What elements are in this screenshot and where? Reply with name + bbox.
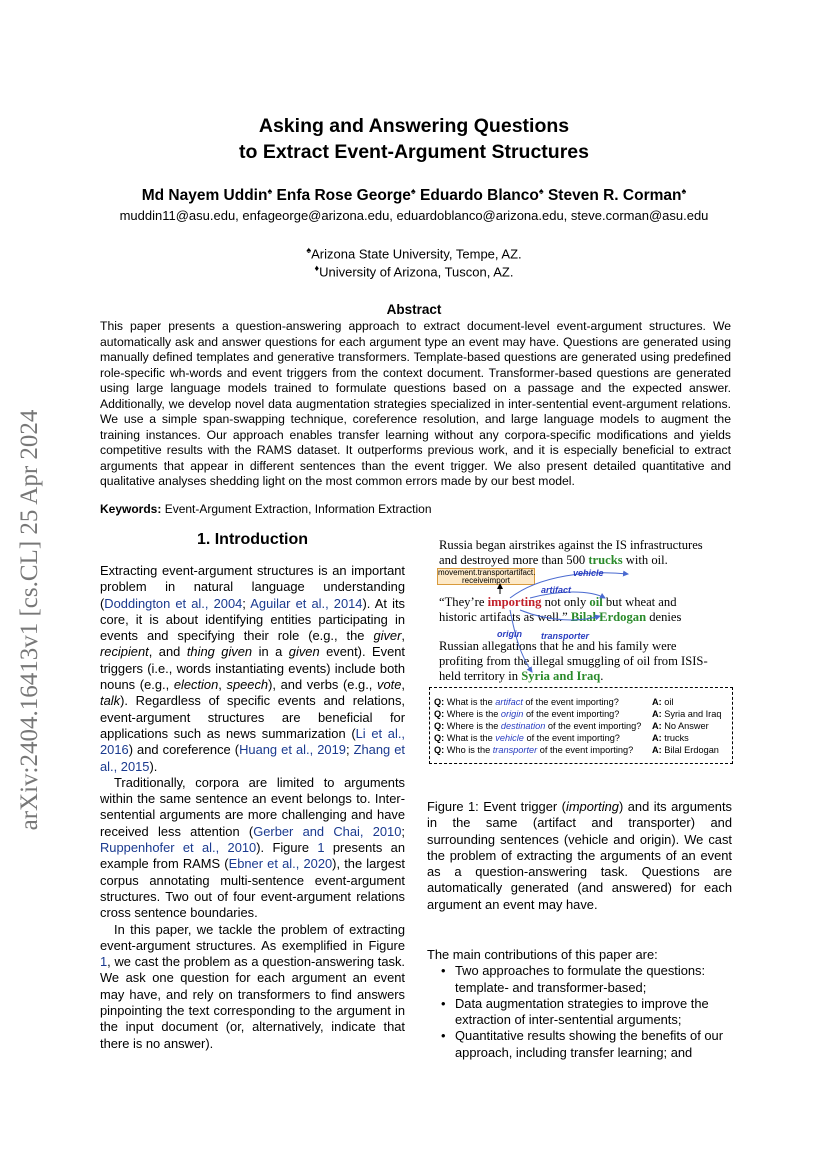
text: election	[173, 677, 219, 693]
text: Data augmentation strategies to improve the extraction of inter-sentential arguments;	[455, 995, 709, 1028]
text: with oil.	[622, 553, 668, 567]
qa-box	[429, 687, 733, 764]
bullet-icon: •	[441, 963, 446, 979]
text: given	[288, 644, 320, 660]
text: in a	[252, 644, 289, 660]
role-term: destination	[500, 721, 546, 731]
text: Quantitative results showing the benefits of our approach, including transfer learning; and	[455, 1028, 723, 1060]
section-heading: 1. Introduction	[196, 531, 309, 548]
text: ). At its core, it is about identifying entities participating in events and specifying their role (e.g., the	[100, 595, 405, 644]
left-column	[100, 563, 405, 1052]
author-name: Steven R. Corman	[547, 187, 682, 205]
role-term: vehicle	[495, 733, 524, 743]
text: ;	[242, 595, 251, 611]
text: thing given	[186, 644, 253, 660]
citation-link[interactable]: Doddington et al., 2004	[104, 595, 243, 611]
contribution-list	[427, 963, 732, 1061]
text: Where is the	[446, 721, 501, 731]
text: ). Figure	[256, 840, 318, 856]
citation-link[interactable]: Zhang et al., 2015	[100, 742, 405, 774]
author-mark: ♠	[681, 186, 687, 196]
text: Russia began airstrikes against the IS infrastructures	[439, 538, 703, 552]
author-name: Enfa Rose George	[276, 187, 411, 205]
text: recipient	[100, 644, 149, 660]
text: presents an example from RAMS (	[100, 840, 405, 872]
transporter-arrow	[520, 610, 600, 620]
arxiv-id: arXiv:2404.16413v1 [cs.CL] 25 Apr 2024	[16, 409, 43, 831]
text: Syria and Iraq	[664, 709, 722, 719]
figure-1-caption	[427, 799, 732, 913]
event-trigger: importing	[487, 595, 542, 609]
a-label: A:	[652, 697, 662, 707]
text: In this paper, we tackle the problem of extracting event-argument structures. As exemplified in Figure	[100, 921, 405, 953]
keywords-text: Event-Argument Extraction, Information Extraction	[164, 502, 432, 516]
list-item	[427, 996, 732, 1029]
text: Russian allegations that he and his family were	[439, 639, 677, 653]
affiliation-2	[0, 263, 828, 279]
affiliation-mark: ♦	[314, 263, 320, 273]
qa-answer	[652, 732, 689, 744]
bullet-icon: •	[441, 995, 446, 1011]
qa-answer	[652, 708, 721, 720]
citation-link[interactable]: Ruppenhofer et al., 2010	[100, 840, 257, 856]
list-item	[427, 963, 732, 996]
text: Who is the	[446, 745, 493, 755]
text: Bilal Erdogan	[664, 745, 719, 755]
text: Traditionally, corpora are limited to arguments within the same sentence an event belongs to. Inter-sentential arguments are more challenging and have received less attention (	[100, 774, 405, 839]
author-emails: muddin11@asu.edu, enfageorge@arizona.edu, eduardoblanco@arizona.edu, steve.corman@asu.edu	[119, 208, 709, 223]
author-name: Eduardo Blanco	[420, 187, 539, 205]
citation-link[interactable]: Li et al., 2016	[100, 725, 405, 758]
text: Where is the	[446, 709, 501, 719]
contributions	[427, 947, 732, 1061]
citation-link[interactable]: Aguilar et al., 2014	[250, 595, 363, 611]
abstract-body: This paper presents a question-answering approach to extract document-level event-argument structures. We automatically ask and answer questions for each argument type an event may have. Questions are generated using manually defined templates and generative transformers. Template-based questions are generated using predefined role-specific wh-words and event triggers from the context document. Transformer-based questions are generated using large language models trained to formulate questions based on a passage and the expected answer. Additionally, we develop novel data augmentation strategies specialized in inter-sentential event-argument relations. We use a simple span-swapping technique, coreference resolution, and large language models to augment the training instances. Our approach enables transfer learning without any corpora-specific modifications and yields competitive results with the RAMS dataset. It outperforms previous work, and it is especially beneficial to extract arguments that appear in different sentences than the event trigger. We also present detailed quantitative and qualitative analyses shedding light on the most common errors made by our best model.	[100, 319, 731, 488]
keywords-label: Keywords:	[100, 502, 162, 516]
role-label-artifact: artifact	[541, 585, 572, 595]
text: “They’re	[439, 595, 488, 609]
text: ).	[149, 758, 158, 774]
q-label: Q:	[434, 709, 445, 719]
qa-question	[434, 744, 633, 756]
role-label-vehicle: vehicle	[573, 568, 604, 578]
origin-arrow	[510, 610, 532, 672]
text: vote	[377, 677, 402, 693]
tag-line: receiveimport	[461, 575, 510, 585]
text: and destroyed more than 500	[439, 553, 589, 567]
text: oil	[664, 697, 674, 707]
list-item	[427, 1028, 732, 1061]
text: event). Event triggers (i.e., words instantiating events) include both nouns (e.g.,	[100, 644, 405, 693]
qa-question	[434, 732, 620, 744]
author-mark: ♠	[538, 186, 544, 196]
qa-question	[434, 708, 619, 720]
text: Extracting event-argument structures is an important problem in natural language understanding (	[100, 563, 405, 611]
text: ,	[401, 677, 405, 693]
text: giver	[373, 628, 402, 644]
qa-answer	[652, 720, 709, 732]
tag-line: movement.transportartifact.	[438, 568, 536, 577]
role-arrows	[430, 560, 730, 690]
a-label: A:	[652, 709, 662, 719]
affiliation-text: University of Arizona, Tuscon, AZ.	[319, 264, 514, 280]
qa-answer	[652, 696, 673, 708]
a-label: A:	[652, 733, 662, 743]
text: .	[600, 669, 604, 683]
text: Figure 1: Event trigger (	[427, 799, 566, 814]
q-label: Q:	[434, 697, 445, 707]
q-label: Q:	[434, 733, 445, 743]
q-label: Q:	[434, 745, 445, 755]
text: , we cast the problem as a question-answering task. We ask one question for each argument an event may have, and rely on transformers to find answers pinpointing the text corresponding to the argument in the input document (or, alternatively, indicate that there is no answer).	[100, 954, 405, 1051]
text: speech	[226, 677, 269, 693]
text: Two approaches to formulate the questions: template- and transformer-based;	[455, 963, 706, 995]
author-name: Md Nayem Uddin	[141, 187, 268, 205]
a-label: A:	[652, 745, 662, 755]
role-label-transporter: transporter	[541, 631, 590, 641]
text: but wheat and	[602, 595, 677, 609]
abstract-heading: Abstract	[386, 302, 442, 317]
text: of the event importing?	[522, 697, 619, 707]
figure-ref-link[interactable]: 1	[100, 954, 108, 970]
author-mark: ♠	[306, 245, 312, 255]
citation-link[interactable]: Gerber and Chai, 2010	[253, 823, 402, 839]
text: ,	[218, 677, 227, 693]
text: of the event importing?	[523, 709, 620, 719]
affiliation-1	[0, 245, 828, 261]
text: No Answer	[664, 721, 709, 731]
text: importing	[565, 799, 619, 814]
citation-link[interactable]: Huang et al., 2019	[239, 742, 346, 758]
q-label: Q:	[434, 721, 445, 731]
text: ), and verbs (e.g.,	[268, 677, 378, 693]
argument-vehicle: trucks	[588, 553, 623, 567]
author-mark: ♠	[410, 186, 416, 196]
text: ) and its arguments in the same (artifact and transporter) and surrounding sentences (vehicle and origin). We cast the problem of extracting the arguments of an event as a question-answering task. Questions are automatically generated (and answered) for each argument an event may have.	[427, 799, 732, 912]
argument-origin: Syria and Iraq	[521, 669, 601, 683]
bullet-icon: •	[441, 1028, 446, 1044]
figure-ref-link[interactable]: 1	[317, 840, 325, 856]
citation-link[interactable]: Ebner et al., 2020	[228, 856, 333, 872]
text: not only	[541, 595, 590, 609]
figure-line	[439, 538, 708, 553]
text: , and	[148, 644, 187, 660]
intro-paragraph-2	[100, 775, 405, 922]
qa-question	[434, 696, 619, 708]
text: ). Regardless of specific events and relations, event-argument structures are beneficial for applications such as news summarization (	[100, 693, 405, 741]
role-term: artifact	[495, 697, 523, 707]
text: of the event importing?	[523, 733, 620, 743]
text: of the event importing?	[545, 721, 642, 731]
author-list	[0, 186, 828, 205]
text: denies	[646, 610, 682, 624]
title-line-1: Asking and Answering Questions	[258, 115, 570, 137]
text: ;	[345, 742, 354, 758]
text: ), the largest corpus annotating multi-sentence event-argument structures. Two out of four event-argument relations cross sentence boundaries.	[100, 856, 405, 921]
author-mark: ♠	[267, 186, 273, 196]
contributions-intro: The main contributions of this paper are:	[427, 947, 658, 962]
affiliation-text: Arizona State University, Tempe, AZ.	[311, 246, 522, 262]
text: profiting from the illegal smuggling of oil from ISIS-	[439, 654, 708, 668]
keywords	[100, 502, 432, 516]
qa-question	[434, 720, 641, 732]
text: trucks	[664, 733, 689, 743]
text: ,	[401, 628, 405, 644]
text: talk	[100, 693, 121, 709]
role-term: origin	[500, 709, 524, 719]
argument-transporter: Bilal Erdogan	[570, 610, 647, 624]
a-label: A:	[652, 721, 662, 731]
text: ;	[401, 823, 405, 839]
intro-paragraph-3	[100, 922, 405, 1052]
paper-title	[0, 113, 828, 165]
text: historic artifacts as well.”	[439, 610, 571, 624]
text: What is the	[446, 697, 496, 707]
intro-paragraph-1	[100, 563, 405, 775]
title-line-2: to Extract Event-Argument Structures	[239, 141, 589, 163]
text: ) and coreference (	[128, 742, 240, 758]
text: held territory in	[439, 669, 522, 683]
text: of the event importing?	[537, 745, 634, 755]
text: What is the	[446, 733, 496, 743]
role-label-origin: origin	[497, 629, 522, 639]
qa-answer	[652, 744, 719, 756]
role-term: transporter	[492, 745, 538, 755]
argument-artifact: oil	[589, 595, 603, 609]
